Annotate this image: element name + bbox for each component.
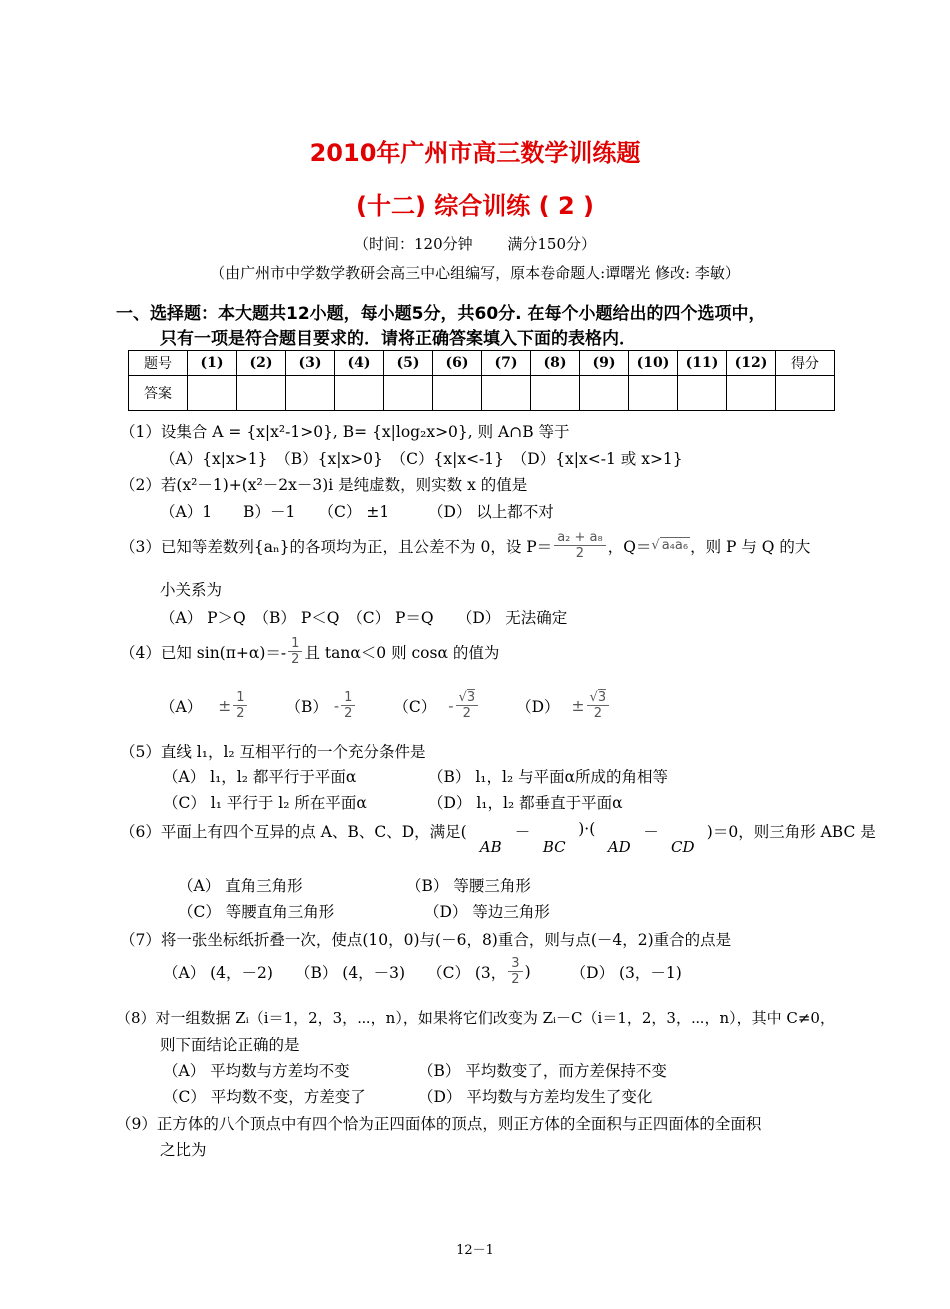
q2-stem: （2）若(x²－1)+(x²－2x－3)i 是纯虚数，则实数 x 的值是 [120, 476, 528, 494]
q4-opt-a-frac [233, 690, 247, 721]
table-col-1: (1) [188, 351, 237, 376]
q6-opt-a: （A） 直角三角形 [178, 877, 303, 895]
q7-opt-c-a: （C） (3， [427, 963, 507, 982]
q6-minus-1: － [514, 823, 531, 841]
table-col-6: (6) [433, 351, 482, 376]
q4-opt-c-den: 2 [462, 706, 471, 721]
q7-opt-a: （A） (4，－2) [163, 963, 273, 982]
page-number: 12－1 [456, 1243, 494, 1258]
q9-stem-cont: 之比为 [160, 1141, 207, 1159]
q1-stem: （1）设集合 A = {x|x²-1>0}, B= {x|log₂x>0}, 则 A∩B 等于 [120, 423, 570, 441]
q8-stem: （8）对一组数据 Zᵢ（i＝1，2，3，⋯，n），如果将它们改变为 Zᵢ－C（i＝1，2，3，⋯，n），其中 C≠0， [116, 1009, 835, 1027]
table-col-2: (2) [237, 351, 286, 376]
author-info: （由广州市中学数学教研会高三中心组编写，原本卷命题人:谭曙光 修改: 李敏） [210, 264, 740, 282]
table-col-11: (11) [678, 351, 727, 376]
table-row2-label: 答案 [129, 376, 188, 411]
answer-cell-11[interactable] [678, 376, 727, 411]
q7-opt-c-den: 2 [511, 972, 520, 987]
q1-options: （A）{x|x>1} （B）{x|x>0} （C）{x|x<-1} （D）{x|x<-1 或 x>1} [160, 450, 683, 468]
q4-fraction [288, 636, 302, 667]
q4-opt-b-frac [341, 690, 355, 721]
q6-stem-b: )＝0，则三角形 ABC 是 [706, 823, 876, 841]
q3-stem [120, 530, 810, 561]
table-col-8: (8) [531, 351, 580, 376]
q8-opt-a: （A） 平均数与方差均不变 [163, 1062, 350, 1080]
q6-vec-ab: AB [479, 838, 502, 856]
q4-opt-d-num: √3 [587, 690, 610, 706]
q4-stem-b: 且 tanα＜0 则 cosα 的值为 [304, 643, 500, 662]
q7-options [163, 956, 682, 987]
q4-opt-d-frac [587, 690, 610, 721]
answer-cell-4[interactable] [335, 376, 384, 411]
q4-opt-d: （D） [516, 697, 560, 716]
answer-cell-9[interactable] [580, 376, 629, 411]
q4-opt-c: （C） [393, 697, 437, 716]
q6-opt-b: （B） 等腰三角形 [406, 877, 531, 895]
table-col-5: (5) [384, 351, 433, 376]
q5-opt-d: （D） l₁，l₂ 都垂直于平面α [428, 794, 623, 812]
table-col-3: (3) [286, 351, 335, 376]
page-subtitle: (十二) 综合训练 ( 2 ) [356, 192, 594, 220]
q8-stem-cont: 则下面结论正确的是 [160, 1036, 300, 1054]
q4-opt-a: （A） [160, 697, 203, 716]
q4-opt-b: （B） [285, 697, 328, 716]
q7-opt-d: （D） (3，－1) [570, 963, 682, 982]
answer-cell-2[interactable] [237, 376, 286, 411]
q7-opt-c-b: ) [524, 962, 531, 981]
q3-stem-c: ，则 P 与 Q 的大 [690, 537, 811, 556]
q7-opt-b: （B） (4，－3) [294, 963, 406, 982]
q3-stem-b: ，Q＝ [607, 537, 652, 556]
table-col-9: (9) [580, 351, 629, 376]
table-row1-label: 题号 [129, 351, 188, 376]
table-col-10: (10) [629, 351, 678, 376]
q4-opt-d-radicand: 3 [597, 690, 607, 705]
q6-vec-ad: AD [607, 838, 631, 856]
q4-stem [120, 636, 499, 667]
q4-frac-den: 2 [291, 652, 300, 667]
q4-opt-a-den: 2 [236, 706, 245, 721]
table-col-7: (7) [482, 351, 531, 376]
q4-opt-d-den: 2 [593, 706, 602, 721]
q6-opt-c: （C） 等腰直角三角形 [178, 903, 335, 921]
q8-opt-b: （B） 平均数变了，而方差保持不变 [418, 1062, 667, 1080]
q4-opt-c-frac [456, 690, 479, 721]
table-col-4: (4) [335, 351, 384, 376]
q4-opt-c-radicand: 3 [466, 690, 476, 705]
q6-stem-a: （6）平面上有四个互异的点 A、B、C、D，满足( [120, 823, 467, 841]
q4-opt-b-sign: - [333, 696, 340, 715]
q4-options [160, 690, 611, 721]
q8-opt-c: （C） 平均数不变，方差变了 [163, 1088, 366, 1106]
section1-heading: 一、选择题：本大题共12小题，每小题5分，共60分. 在每个小题给出的四个选项中， [116, 304, 766, 324]
answer-cell-5[interactable] [384, 376, 433, 411]
answer-cell-3[interactable] [286, 376, 335, 411]
q3-options: （A） P＞Q （B） P＜Q （C） P＝Q （D） 无法确定 [160, 609, 568, 627]
answer-cell-6[interactable] [433, 376, 482, 411]
answer-cell-10[interactable] [629, 376, 678, 411]
q5-opt-c: （C） l₁ 平行于 l₂ 所在平面α [163, 794, 367, 812]
q7-stem: （7）将一张坐标纸折叠一次，使点(10，0)与(－6，8)重合，则与点(－4，2)重合的点是 [120, 931, 732, 949]
q4-opt-a-num: 1 [233, 690, 247, 706]
time-info: （时间：120分钟 满分150分） [353, 235, 597, 253]
q4-opt-d-sign: ± [571, 696, 585, 715]
q5-opt-b: （B） l₁，l₂ 与平面α所成的角相等 [428, 768, 669, 786]
answer-cell-12[interactable] [727, 376, 776, 411]
answer-cell-7[interactable] [482, 376, 531, 411]
q7-opt-c-num: 3 [508, 956, 522, 972]
q6-minus-2: － [643, 823, 659, 841]
q3-p-den: 2 [575, 546, 585, 561]
q4-opt-b-den: 2 [344, 706, 353, 721]
q6-stem [120, 820, 876, 856]
answer-cell-1[interactable] [188, 376, 237, 411]
table-score-label: 得分 [776, 351, 835, 376]
q3-q-radicand: a₄a₆ [661, 538, 689, 553]
q3-p-fraction [554, 530, 606, 561]
q4-opt-c-num: √3 [456, 690, 479, 706]
q6-opt-d: （D） 等边三角形 [424, 903, 550, 921]
page-title: 2010年广州市高三数学训练题 [309, 139, 641, 167]
q4-frac-num: 1 [288, 636, 302, 652]
section1-heading-cont: 只有一项是符合题目要求的．请将正确答案填入下面的表格内． [160, 329, 636, 349]
q4-opt-a-sign: ± [218, 696, 232, 715]
q9-stem: （9）正方体的八个顶点中有四个恰为正四面体的顶点，则正方体的全面积与正四面体的全面积 [116, 1115, 762, 1133]
q3-p-num: a₂ + a₈ [554, 530, 606, 546]
q8-opt-d: （D） 平均数与方差均发生了变化 [418, 1088, 653, 1106]
q6-mid: )·( [578, 820, 596, 838]
q3-stem-cont: 小关系为 [160, 581, 223, 599]
q3-q-sqrt: √ a₄a₆ [651, 538, 689, 553]
score-cell[interactable] [776, 376, 835, 411]
q3-stem-a: （3）已知等差数列{aₙ}的各项均为正，且公差不为 0，设 P＝ [120, 537, 553, 556]
q4-opt-c-sign: - [448, 696, 454, 715]
q6-vec-bc: BC [542, 838, 566, 856]
q6-vec-cd: CD [671, 838, 695, 856]
q5-stem: （5）直线 l₁，l₂ 互相平行的一个充分条件是 [120, 743, 426, 761]
q5-opt-a: （A） l₁，l₂ 都平行于平面α [163, 768, 357, 786]
answer-cell-8[interactable] [531, 376, 580, 411]
answer-table [128, 350, 835, 411]
table-col-12: (12) [727, 351, 776, 376]
q4-opt-b-num: 1 [341, 690, 355, 706]
q7-opt-c-frac [508, 956, 522, 987]
q2-options: （A）1 B）－1 （C） ±1 （D） 以上都不对 [160, 503, 554, 521]
q4-stem-a: （4）已知 sin(π+α)＝- [120, 643, 287, 662]
